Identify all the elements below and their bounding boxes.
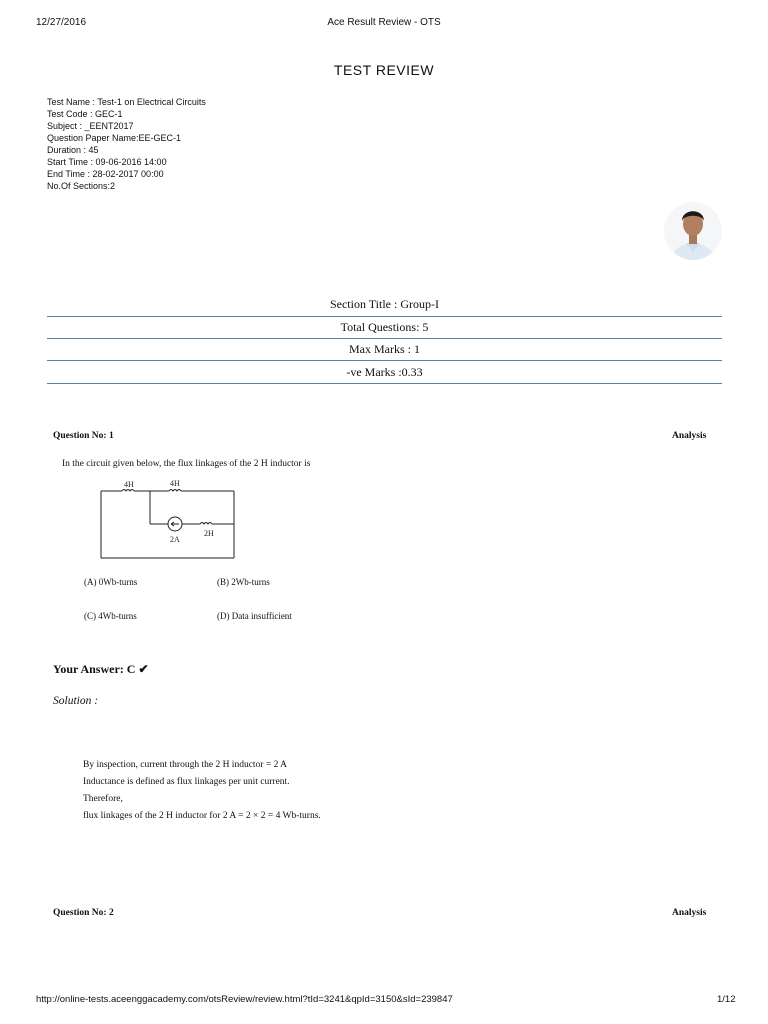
solution-line: Inductance is defined as flux linkages per unit current.: [83, 777, 290, 787]
divider: [47, 316, 722, 317]
question-number: Question No: 2: [53, 908, 114, 918]
divider: [47, 360, 722, 361]
test-info: [47, 96, 206, 192]
subject: Subject : _EENT2017: [47, 121, 134, 131]
page-number: 1/12: [717, 994, 736, 1005]
inductor-label-2: 4H: [170, 479, 180, 488]
question-text: In the circuit given below, the flux linkages of the 2 H inductor is: [62, 459, 311, 469]
divider: [47, 338, 722, 339]
print-date: 12/27/2016: [36, 17, 87, 28]
page-title: TEST REVIEW: [333, 62, 435, 78]
check-icon: ✔: [138, 662, 149, 676]
inductor-label-1: 4H: [124, 480, 134, 489]
source-label: 2A: [170, 535, 180, 544]
circuit-diagram: [94, 478, 242, 560]
option-a[interactable]: (A) 0Wb-turns: [84, 577, 138, 587]
total-questions: Total Questions: 5: [340, 320, 429, 334]
option-d[interactable]: (D) Data insufficient: [217, 611, 292, 621]
option-b[interactable]: (B) 2Wb-turns: [217, 577, 270, 587]
inductor-label-3: 2H: [204, 529, 214, 538]
user-photo-icon: [664, 194, 722, 268]
print-page-title: Ace Result Review - OTS: [327, 17, 441, 28]
your-answer-text: Your Answer: C: [53, 662, 136, 676]
divider: [47, 383, 722, 384]
end-time: End Time : 28-02-2017 00:00: [47, 169, 164, 179]
analysis-link[interactable]: Analysis: [672, 431, 707, 441]
solution-line: flux linkages of the 2 H inductor for 2 A = 2 × 2 = 4 Wb-turns.: [83, 811, 321, 821]
start-time: Start Time : 09-06-2016 14:00: [47, 157, 167, 167]
your-answer: [53, 662, 149, 677]
number-of-sections: No.Of Sections:2: [47, 181, 116, 191]
test-name: Test Name : Test-1 on Electrical Circuits: [47, 97, 206, 107]
option-c[interactable]: (C) 4Wb-turns: [84, 611, 137, 621]
solution-line: By inspection, current through the 2 H inductor = 2 A: [83, 760, 288, 770]
duration: Duration : 45: [47, 145, 99, 155]
negative-marks: -ve Marks :0.33: [346, 365, 423, 379]
section-title: Section Title : Group-I: [329, 297, 439, 311]
question-paper-name: Question Paper Name:EE-GEC-1: [47, 133, 182, 143]
solution-label: Solution :: [53, 695, 99, 707]
question-number: Question No: 1: [53, 431, 114, 441]
page-url: http://online-tests.aceenggacademy.com/otsReview/review.html?tId=3241&qpId=3150&sId=239847: [36, 994, 453, 1005]
analysis-link[interactable]: Analysis: [672, 908, 707, 918]
max-marks: Max Marks : 1: [349, 342, 420, 356]
solution-line: Therefore,: [83, 794, 123, 804]
test-code: Test Code : GEC-1: [47, 109, 123, 119]
